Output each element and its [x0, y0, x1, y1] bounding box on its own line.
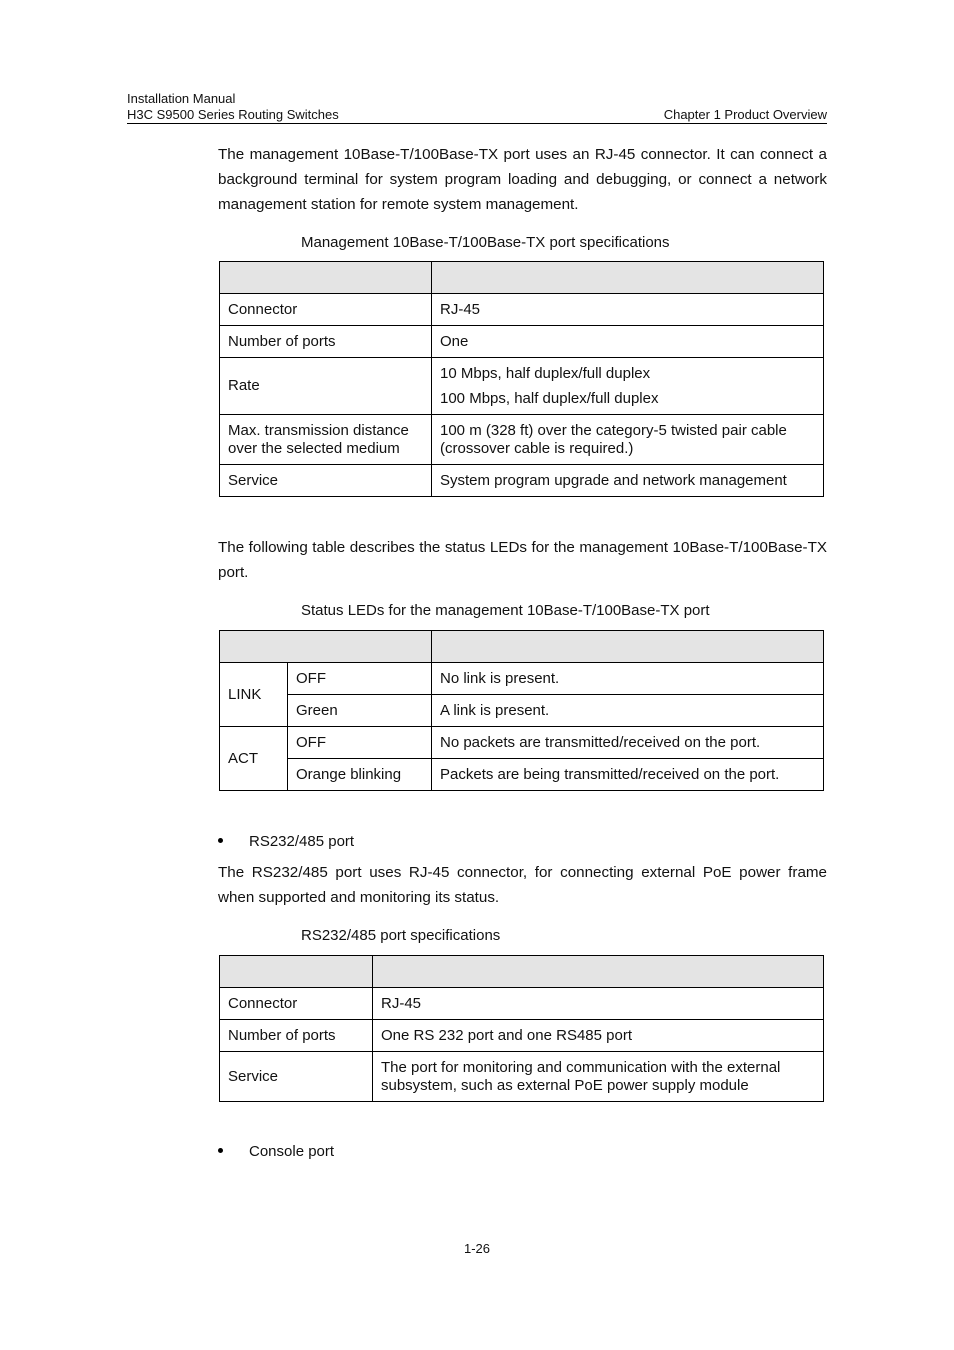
header-product-name: H3C S9500 Series Routing Switches [127, 107, 339, 122]
table-row [220, 759, 824, 791]
bullet-dot-icon [218, 838, 223, 843]
spec-label: Number of ports [220, 1020, 373, 1052]
table-row [220, 727, 824, 759]
led-description: Packets are being transmitted/received on the port. [432, 759, 824, 791]
table-row [220, 1020, 824, 1052]
led-status: OFF [288, 727, 432, 759]
spec-label: Number of ports [220, 326, 432, 358]
table3-caption: RS232/485 port specifications [301, 927, 501, 944]
table-row [220, 695, 824, 727]
led-description: No link is present. [432, 663, 824, 695]
table1-caption: Management 10Base-T/100Base-TX port specifications [301, 234, 670, 251]
spec-value: One RS 232 port and one RS485 port [373, 1020, 824, 1052]
led-name: LINK [220, 663, 288, 727]
table-header-row [220, 956, 824, 988]
led-name: ACT [220, 727, 288, 791]
page-number: 1-26 [463, 1241, 491, 1256]
spec-label: Max. transmission distance over the selected medium [220, 415, 432, 465]
spec-value [432, 358, 824, 415]
spec-label: Connector [220, 294, 432, 326]
header-manual-title: Installation Manual [127, 91, 236, 106]
table2-caption: Status LEDs for the management 10Base-T/100Base-TX port [301, 602, 710, 619]
table-row [220, 358, 824, 415]
table-header-row [220, 262, 824, 294]
table-row [220, 465, 824, 497]
led-status: Green [288, 695, 432, 727]
rate-line-1: 10 Mbps, half duplex/full duplex [440, 365, 651, 382]
led-status: Orange blinking [288, 759, 432, 791]
table-row [220, 988, 824, 1020]
table-row [220, 294, 824, 326]
led-status: OFF [288, 663, 432, 695]
rs232-paragraph: The RS232/485 port uses RJ-45 connector, for connecting external PoE power frame when supported and monitoring its status. [218, 864, 827, 906]
bullet-text: Console port [249, 1143, 335, 1160]
table-row [220, 415, 824, 465]
bullet-dot-icon [218, 1148, 223, 1153]
bullet-text: RS232/485 port [249, 833, 355, 850]
status-led-table [219, 630, 824, 791]
spec-value: RJ-45 [432, 294, 824, 326]
intro-paragraph: The management 10Base-T/100Base-TX port uses an RJ-45 connector. It can connect a background terminal for system program loading and debugging, or connect a network management station for remote system management. [218, 146, 827, 213]
spec-label: Service [220, 1052, 373, 1102]
led-description: A link is present. [432, 695, 824, 727]
rate-line-2: 100 Mbps, half duplex/full duplex [440, 390, 659, 407]
spec-value: One [432, 326, 824, 358]
spec-label: Service [220, 465, 432, 497]
spec-value: RJ-45 [373, 988, 824, 1020]
table-row [220, 326, 824, 358]
management-port-spec-table [219, 261, 824, 497]
spec-value: System program upgrade and network management [432, 465, 824, 497]
table-row [220, 1052, 824, 1102]
rs232-spec-table [219, 955, 824, 1102]
bullet-console [218, 1143, 334, 1161]
spec-label: Rate [220, 358, 432, 415]
bullet-rs232 [218, 833, 354, 851]
led-description: No packets are transmitted/received on the port. [432, 727, 824, 759]
spec-value: 100 m (328 ft) over the category-5 twisted pair cable (crossover cable is required.) [432, 415, 824, 465]
led-paragraph: The following table describes the status LEDs for the management 10Base-T/100Base-TX port. [218, 539, 827, 581]
header-chapter: Chapter 1 Product Overview [663, 107, 827, 122]
table-header-row [220, 631, 824, 663]
table-row [220, 663, 824, 695]
spec-value: The port for monitoring and communication with the external subsystem, such as external PoE power supply module [373, 1052, 824, 1102]
header-divider [127, 123, 827, 124]
spec-label: Connector [220, 988, 373, 1020]
